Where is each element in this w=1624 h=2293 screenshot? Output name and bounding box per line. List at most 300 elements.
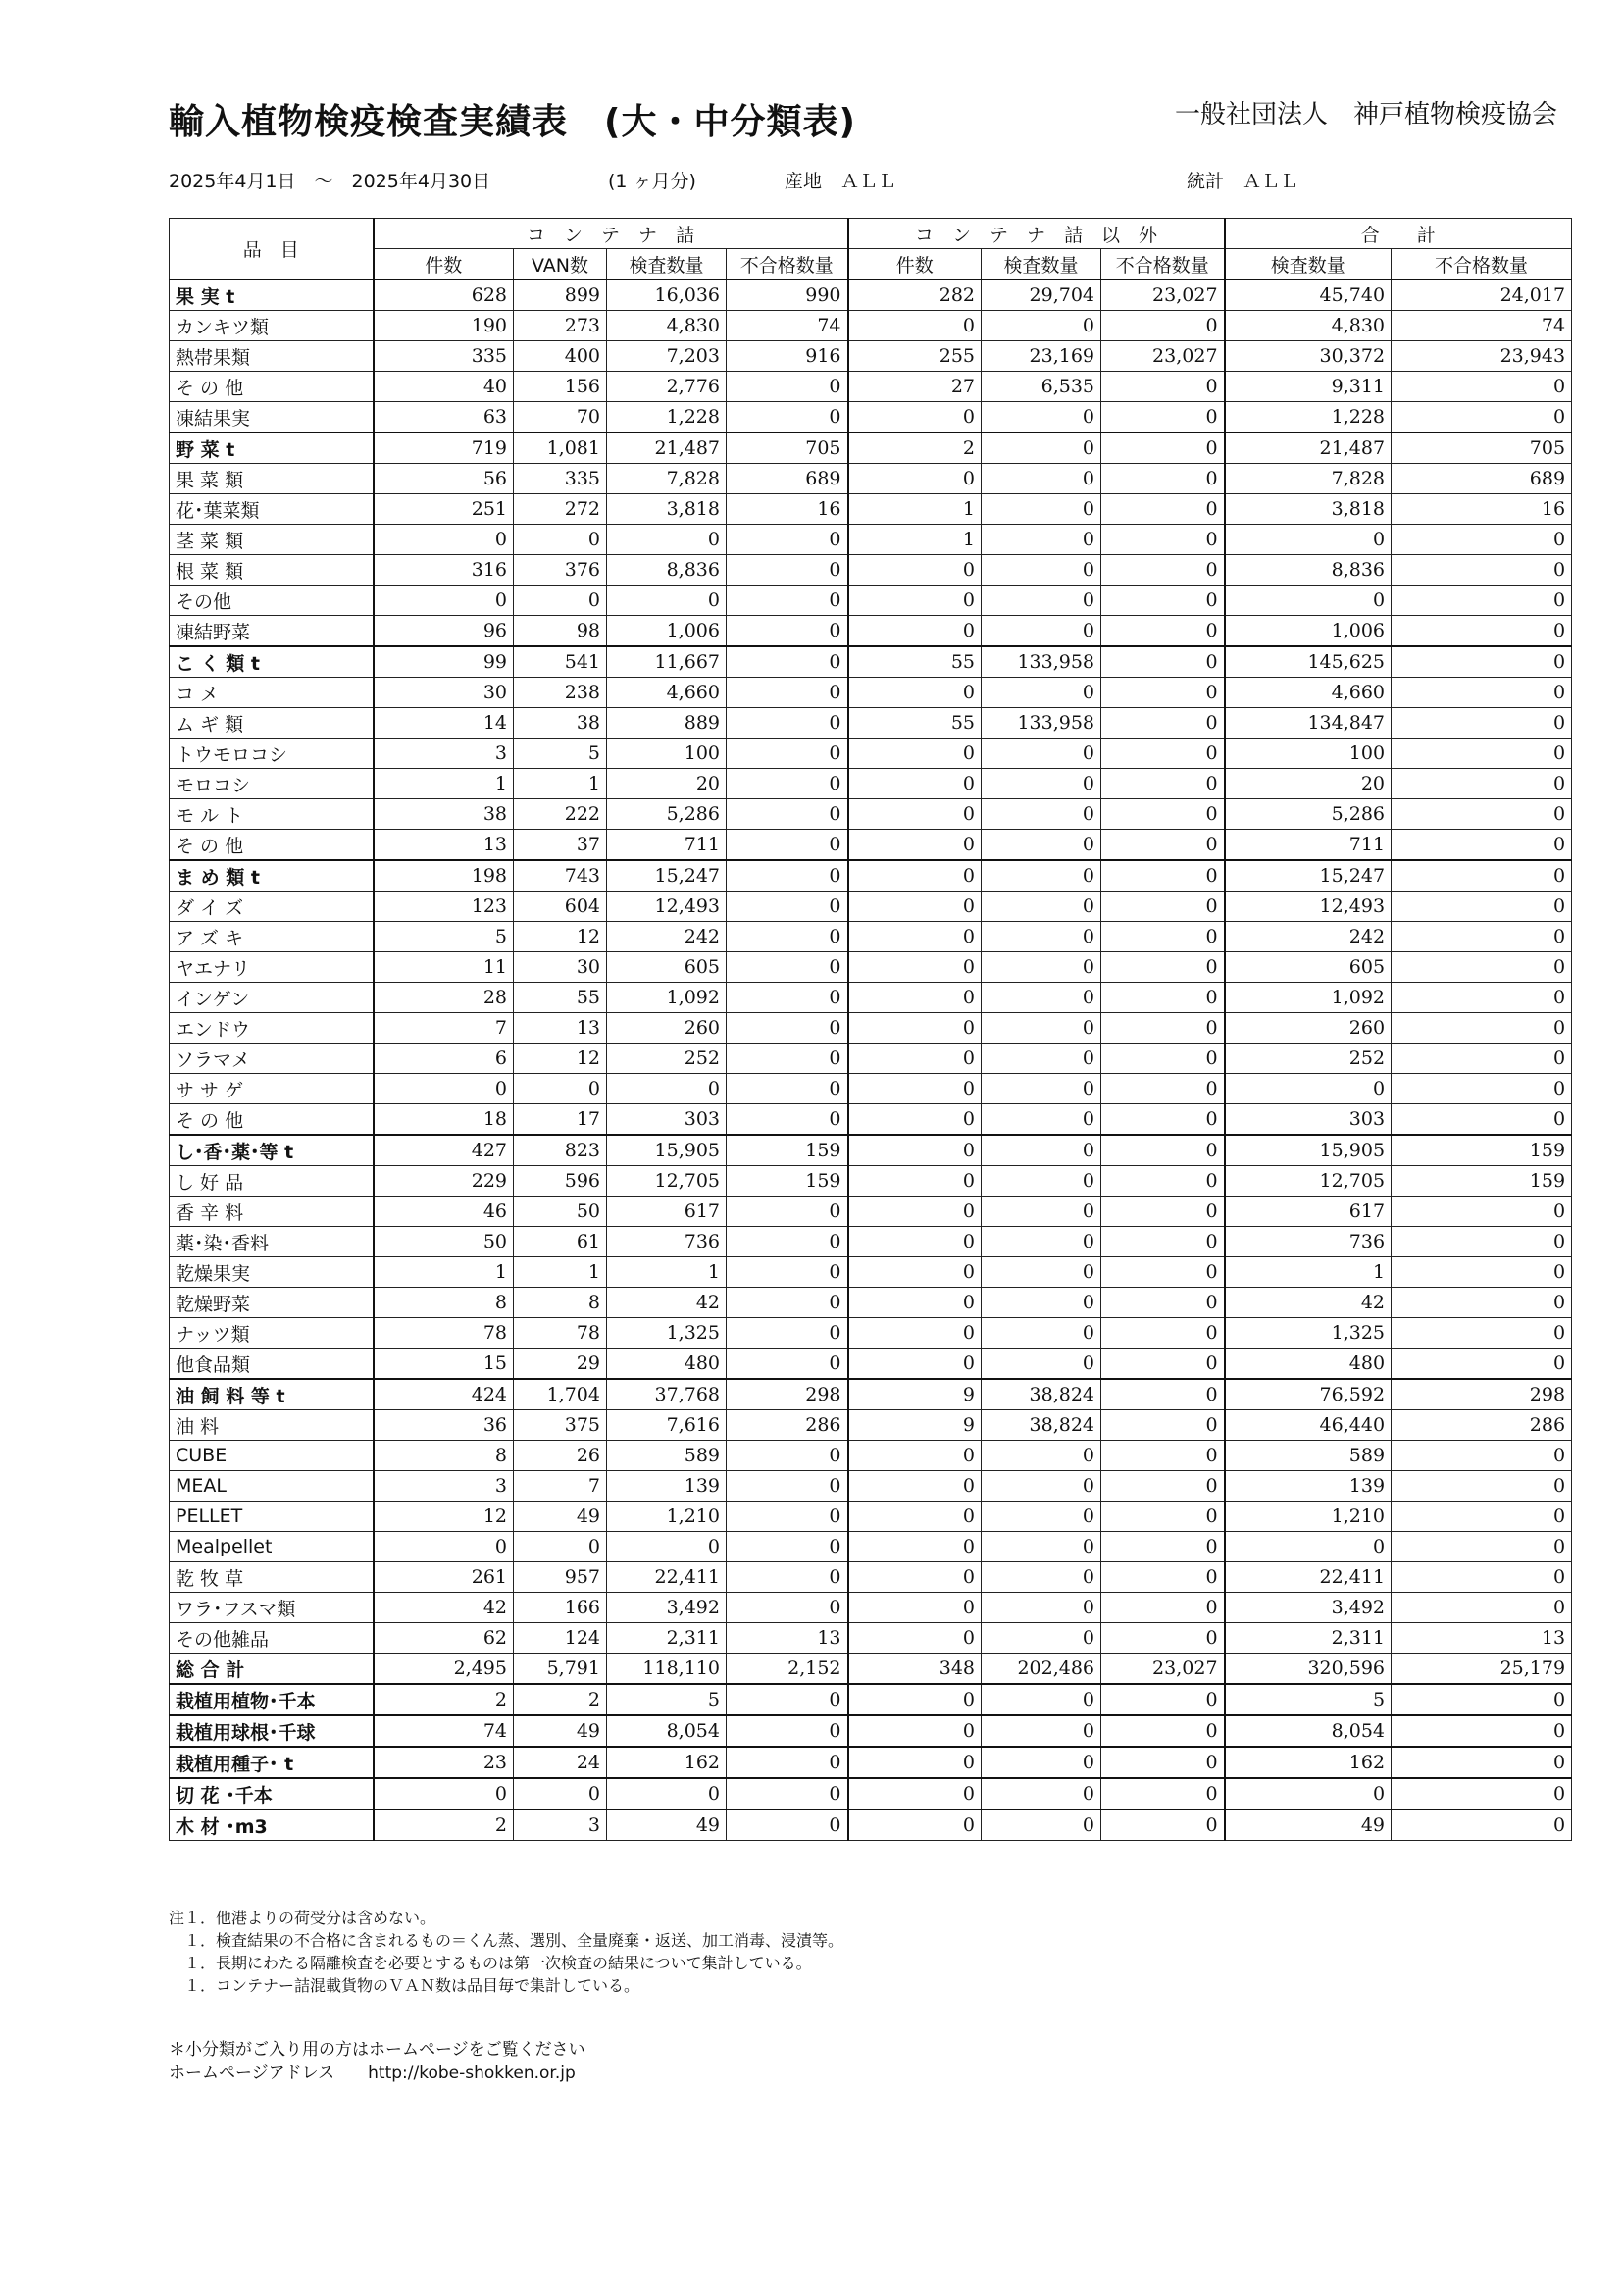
category-row [170,1135,1572,1166]
table-cell: 1,210 [607,1502,727,1532]
table-cell: 0 [1101,952,1225,983]
category-row [170,646,1572,678]
category-row [170,1379,1572,1410]
table-row [170,616,1572,647]
table-cell: 17 [514,1104,607,1136]
table-cell: 0 [727,1562,848,1593]
table-cell: 705 [1392,433,1572,464]
item-name: そ の 他 [170,372,374,402]
table-cell: 0 [1101,1288,1225,1318]
table-cell: 0 [848,1809,982,1841]
table-row [170,311,1572,341]
category-row [170,433,1572,464]
item-name: ナッツ類 [170,1318,374,1349]
table-cell: 0 [1101,372,1225,402]
table-cell: 0 [1392,1318,1572,1349]
table-cell: 42 [1225,1288,1392,1318]
table-row [170,892,1572,922]
table-cell: 30 [514,952,607,983]
table-cell: 0 [1392,983,1572,1013]
table-cell: 8,836 [607,555,727,586]
table-cell: 0 [1392,799,1572,830]
item-name: 果 実 t [170,280,374,311]
table-cell: 0 [982,1778,1101,1809]
table-cell: 38 [514,708,607,739]
page-title: 輸入植物検疫検査実績表 (大・中分類表) [169,102,856,142]
table-cell: 3 [374,1471,514,1502]
table-cell: 0 [607,1074,727,1104]
table-cell: 0 [1101,433,1225,464]
table-cell: 0 [727,678,848,708]
table-cell: 50 [374,1227,514,1257]
table-row [170,1104,1572,1136]
table-cell: 0 [1101,678,1225,708]
table-cell: 0 [1225,1074,1392,1104]
table-cell: 0 [607,586,727,616]
table-cell: 617 [1225,1197,1392,1227]
item-name: モロコシ [170,769,374,799]
table-cell: 261 [374,1562,514,1593]
table-row [170,555,1572,586]
table-cell: 0 [982,1349,1101,1380]
column-header: 不合格数量 [1101,249,1225,280]
table-cell: 0 [727,1197,848,1227]
table-cell: 0 [982,1441,1101,1471]
table-cell: 0 [727,769,848,799]
table-cell: 0 [982,1623,1101,1654]
table-row [170,1074,1572,1104]
table-cell: 0 [848,769,982,799]
table-cell: 29,704 [982,280,1101,311]
table-row [170,402,1572,433]
table-row [170,1623,1572,1654]
table-cell: 0 [1225,1778,1392,1809]
table-cell: 2,152 [727,1654,848,1685]
organization-name: 一般社団法人 神戸植物検疫協会 [1174,100,1557,129]
table-cell: 78 [374,1318,514,1349]
table-cell: 0 [982,1197,1101,1227]
total-row [170,1654,1572,1685]
table-cell: 42 [607,1288,727,1318]
column-header: 不合格数量 [1392,249,1572,280]
table-cell: 36 [374,1410,514,1441]
table-cell: 0 [1392,922,1572,952]
table-cell: 5 [374,922,514,952]
table-cell: 957 [514,1562,607,1593]
category-row [170,1747,1572,1778]
note-line: １．長期にわたる隔離検査を必要とするものは第一次検査の結果について集計している。 [169,1954,812,1972]
table-cell: 100 [1225,739,1392,769]
table-cell: 0 [1101,1197,1225,1227]
table-row [170,1532,1572,1562]
table-cell: 229 [374,1166,514,1197]
table-cell: 0 [374,525,514,555]
table-cell: 0 [982,1074,1101,1104]
table-cell: 0 [1392,1044,1572,1074]
table-cell: 589 [1225,1441,1392,1471]
table-cell: 8,836 [1225,555,1392,586]
table-cell: 0 [982,1166,1101,1197]
table-cell: 0 [1392,708,1572,739]
report-months: (1 ヶ月分) [608,171,696,192]
table-cell: 5,791 [514,1654,607,1685]
column-header: 検査数量 [1225,249,1392,280]
table-cell: 162 [1225,1747,1392,1778]
table-cell: 0 [982,433,1101,464]
item-name: 栽植用種子･ t [170,1747,374,1778]
table-cell: 3,818 [607,494,727,525]
table-cell: 1 [1225,1257,1392,1288]
table-cell: 303 [1225,1104,1392,1136]
table-cell: 0 [848,922,982,952]
table-cell: 9 [848,1410,982,1441]
item-name: 油 飼 料 等 t [170,1379,374,1410]
table-cell: 0 [1101,1778,1225,1809]
table-cell: 273 [514,311,607,341]
table-cell: 3 [514,1809,607,1841]
table-cell: 0 [982,1532,1101,1562]
table-cell: 139 [1225,1471,1392,1502]
table-cell: 159 [727,1135,848,1166]
table-cell: 0 [1101,892,1225,922]
table-cell: 29 [514,1349,607,1380]
table-cell: 15,247 [607,860,727,892]
table-cell: 0 [848,1623,982,1654]
table-cell: 0 [1392,555,1572,586]
table-cell: 0 [848,1441,982,1471]
table-cell: 0 [1101,1684,1225,1715]
table-row [170,1349,1572,1380]
table-cell: 0 [1392,1441,1572,1471]
table-cell: 0 [848,1318,982,1349]
table-cell: 1 [607,1257,727,1288]
table-cell: 1,228 [1225,402,1392,433]
table-cell: 0 [848,1013,982,1044]
table-cell: 0 [982,860,1101,892]
table-cell: 2,495 [374,1654,514,1685]
table-cell: 0 [1392,1684,1572,1715]
table-cell: 0 [982,1593,1101,1623]
table-cell: 5 [514,739,607,769]
table-cell: 0 [1392,1288,1572,1318]
table-cell: 0 [1101,494,1225,525]
table-cell: 159 [1392,1135,1572,1166]
item-name: PELLET [170,1502,374,1532]
table-cell: 1,228 [607,402,727,433]
note-line: 注１．他港よりの荷受分は含めない。 [169,1909,436,1927]
table-row [170,830,1572,861]
table-row [170,1013,1572,1044]
table-cell: 541 [514,646,607,678]
table-cell: 0 [982,983,1101,1013]
table-cell: 0 [1101,922,1225,952]
table-row [170,739,1572,769]
item-name: し･香･薬･等 t [170,1135,374,1166]
table-cell: 49 [607,1809,727,1841]
table-cell: 272 [514,494,607,525]
table-cell: 0 [1101,983,1225,1013]
item-name: エンドウ [170,1013,374,1044]
table-cell: 480 [607,1349,727,1380]
table-cell: 0 [848,1532,982,1562]
table-cell: 56 [374,464,514,494]
table-cell: 0 [1392,402,1572,433]
table-cell: 12,493 [1225,892,1392,922]
table-cell: 13 [1392,1623,1572,1654]
category-row [170,860,1572,892]
table-cell: 0 [727,1227,848,1257]
table-cell: 46 [374,1197,514,1227]
table-cell: 1 [848,494,982,525]
table-cell: 37 [514,830,607,861]
table-cell: 375 [514,1410,607,1441]
table-cell: 743 [514,860,607,892]
group-header-non-container: コ ン テ ナ 詰 以 外 [848,219,1225,249]
table-cell: 156 [514,372,607,402]
table-cell: 2,311 [607,1623,727,1654]
table-cell: 0 [1392,1471,1572,1502]
table-cell: 4,830 [1225,311,1392,341]
table-cell: 0 [1225,525,1392,555]
table-cell: 0 [982,494,1101,525]
table-cell: 0 [1101,1747,1225,1778]
table-cell: 0 [848,860,982,892]
table-cell: 3,492 [1225,1593,1392,1623]
item-name: Mealpellet [170,1532,374,1562]
table-cell: 3 [374,739,514,769]
table-cell: 30 [374,678,514,708]
column-header: 検査数量 [607,249,727,280]
table-cell: 5 [1225,1684,1392,1715]
table-cell: 0 [727,555,848,586]
item-name: 凍結野菜 [170,616,374,647]
table-cell: 0 [848,1349,982,1380]
table-cell: 0 [727,1471,848,1502]
table-cell: 242 [607,922,727,952]
table-cell: 0 [514,525,607,555]
table-cell: 0 [1101,1471,1225,1502]
table-row [170,1593,1572,1623]
table-cell: 0 [1101,1502,1225,1532]
table-cell: 0 [1101,1809,1225,1841]
group-header-container: コ ン テ ナ 詰 [374,219,848,249]
table-cell: 55 [848,708,982,739]
table-cell: 0 [1101,1441,1225,1471]
table-cell: 2 [514,1684,607,1715]
table-cell: 0 [982,1684,1101,1715]
table-cell: 736 [607,1227,727,1257]
table-row [170,1227,1572,1257]
table-cell: 74 [727,311,848,341]
table-cell: 628 [374,280,514,311]
table-cell: 0 [982,739,1101,769]
item-name: ま め 類 t [170,860,374,892]
table-cell: 0 [1101,1715,1225,1747]
table-cell: 0 [1392,1502,1572,1532]
table-row [170,1197,1572,1227]
table-cell: 2 [374,1809,514,1841]
table-cell: 0 [982,1227,1101,1257]
table-row [170,922,1572,952]
table-cell: 0 [1392,1593,1572,1623]
table-cell: 8,054 [607,1715,727,1747]
table-row [170,983,1572,1013]
column-header: 件数 [374,249,514,280]
table-cell: 0 [848,1562,982,1593]
table-cell: 736 [1225,1227,1392,1257]
table-cell: 0 [727,860,848,892]
table-cell: 1 [374,769,514,799]
table-cell: 0 [1392,1809,1572,1841]
table-cell: 30,372 [1225,341,1392,372]
table-cell: 1,092 [607,983,727,1013]
table-cell: 252 [607,1044,727,1074]
table-cell: 40 [374,372,514,402]
table-cell: 0 [374,1778,514,1809]
table-cell: 49 [514,1715,607,1747]
table-cell: 0 [1392,830,1572,861]
item-name: 乾燥野菜 [170,1288,374,1318]
table-cell: 49 [1225,1809,1392,1841]
table-cell: 427 [374,1135,514,1166]
table-cell: 99 [374,646,514,678]
table-cell: 0 [1392,1227,1572,1257]
table-cell: 0 [1101,1227,1225,1257]
table-cell: 480 [1225,1349,1392,1380]
table-cell: 0 [1392,646,1572,678]
table-cell: 348 [848,1654,982,1685]
table-cell: 0 [848,555,982,586]
table-cell: 0 [848,586,982,616]
item-name: 根 菜 類 [170,555,374,586]
table-cell: 98 [514,616,607,647]
table-cell: 0 [848,1074,982,1104]
table-cell: 15 [374,1349,514,1380]
table-row [170,952,1572,983]
table-cell: 0 [982,1135,1101,1166]
table-cell: 166 [514,1593,607,1623]
table-cell: 22,411 [1225,1562,1392,1593]
table-row [170,341,1572,372]
table-cell: 255 [848,341,982,372]
table-cell: 0 [727,1593,848,1623]
table-cell: 0 [1225,1532,1392,1562]
table-cell: 0 [1101,708,1225,739]
table-cell: 589 [607,1441,727,1471]
table-cell: 0 [982,1747,1101,1778]
table-cell: 0 [982,1502,1101,1532]
table-cell: 0 [1101,464,1225,494]
table-cell: 7,203 [607,341,727,372]
report-period: 2025年4月1日 ～ 2025年4月30日 [169,171,491,192]
table-cell: 38 [374,799,514,830]
table-cell: 11,667 [607,646,727,678]
item-name: ワラ･フスマ類 [170,1593,374,1623]
item-name: 切 花 ･千本 [170,1778,374,1809]
table-cell: 0 [727,1013,848,1044]
table-cell: 0 [1392,1715,1572,1747]
table-cell: 78 [514,1318,607,1349]
table-cell: 689 [1392,464,1572,494]
table-cell: 617 [607,1197,727,1227]
table-cell: 0 [1392,616,1572,647]
table-cell: 0 [1392,1197,1572,1227]
table-cell: 0 [727,830,848,861]
item-name: 他食品類 [170,1349,374,1380]
table-cell: 11 [374,952,514,983]
table-row [170,1166,1572,1197]
table-cell: 7,828 [607,464,727,494]
table-cell: 605 [1225,952,1392,983]
table-cell: 0 [982,799,1101,830]
table-cell: 0 [848,1747,982,1778]
table-cell: 0 [848,1684,982,1715]
table-cell: 0 [374,1074,514,1104]
table-cell: 0 [727,983,848,1013]
table-cell: 0 [982,616,1101,647]
table-cell: 12 [374,1502,514,1532]
table-cell: 0 [727,1809,848,1841]
table-cell: 0 [1101,402,1225,433]
table-cell: 27 [848,372,982,402]
table-cell: 260 [1225,1013,1392,1044]
table-cell: 12 [514,1044,607,1074]
table-cell: 21,487 [607,433,727,464]
table-cell: 74 [374,1715,514,1747]
item-name: モ ル ト [170,799,374,830]
table-cell: 335 [514,464,607,494]
table-cell: 303 [607,1104,727,1136]
table-cell: 0 [1101,1623,1225,1654]
table-cell: 0 [727,372,848,402]
table-cell: 0 [848,1288,982,1318]
category-row [170,1715,1572,1747]
notes [169,1907,843,1997]
table-cell: 0 [982,1257,1101,1288]
table-cell: 133,958 [982,708,1101,739]
table-cell: 0 [982,1318,1101,1349]
table-cell: 1,210 [1225,1502,1392,1532]
item-name: 凍結果実 [170,402,374,433]
table-cell: 0 [607,525,727,555]
table-cell: 0 [727,1104,848,1136]
table-cell: 596 [514,1166,607,1197]
table-row [170,1471,1572,1502]
table-cell: 0 [607,1532,727,1562]
table-cell: 20 [1225,769,1392,799]
table-cell: 0 [982,1562,1101,1593]
table-cell: 7 [514,1471,607,1502]
table-cell: 3,492 [607,1593,727,1623]
table-row [170,1410,1572,1441]
table-cell: 0 [1225,586,1392,616]
table-cell: 5 [607,1684,727,1715]
table-row [170,769,1572,799]
table-cell: 1,081 [514,433,607,464]
table-cell: 0 [1392,739,1572,769]
table-cell: 0 [727,586,848,616]
table-cell: 70 [514,402,607,433]
table-cell: 0 [1101,1166,1225,1197]
table-cell: 9 [848,1379,982,1410]
table-row [170,799,1572,830]
column-header: 不合格数量 [727,249,848,280]
table-cell: 0 [982,555,1101,586]
table-cell: 0 [848,616,982,647]
table-cell: 38,824 [982,1410,1101,1441]
table-cell: 0 [848,892,982,922]
table-cell: 38,824 [982,1379,1101,1410]
